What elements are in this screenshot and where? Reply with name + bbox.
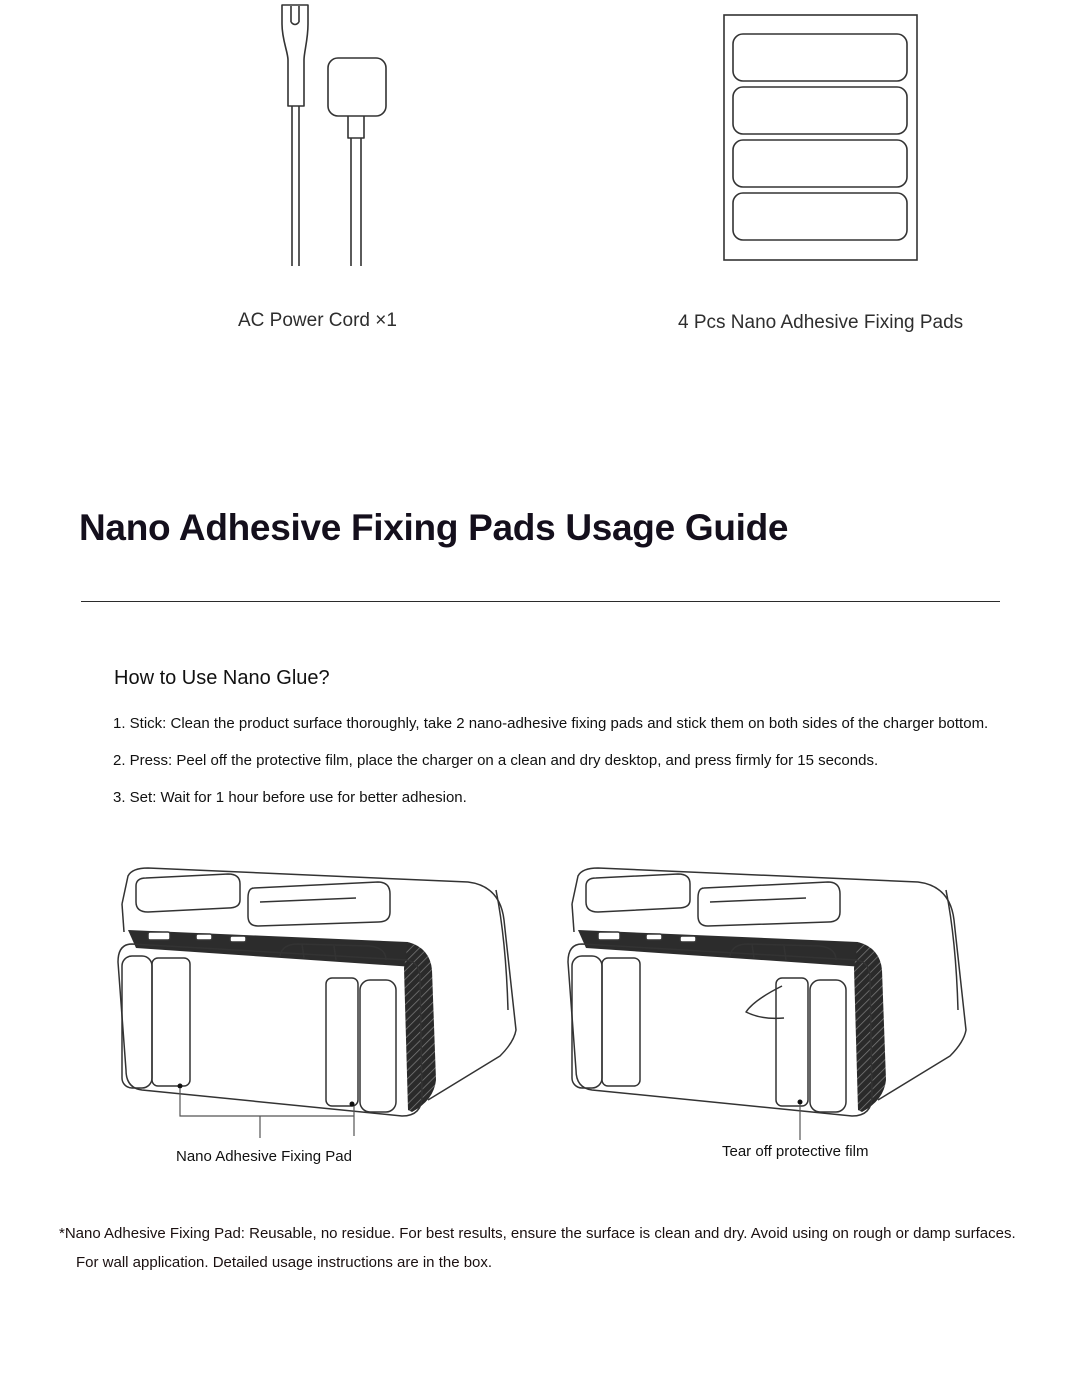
footnote-line-1: *Nano Adhesive Fixing Pad: Reusable, no residue. For best results, ensure the surface is clean and dry. Avoid using on rough or damp surfaces. [59, 1225, 1016, 1242]
step-item: 2. Press: Peel off the protective film, place the charger on a clean and dry desktop, and press firmly for 15 seconds. [113, 752, 879, 769]
tear-film-label: Tear off protective film [722, 1143, 869, 1160]
steps-list [113, 713, 988, 824]
guide-subtitle: How to Use Nano Glue? [114, 667, 330, 689]
footnote-line-2: For wall application. Detailed usage instructions are in the box. [76, 1254, 493, 1271]
adhesive-pads-caption: 4 Pcs Nano Adhesive Fixing Pads [678, 312, 964, 333]
power-cord-icon [270, 0, 400, 272]
adhesive-pads-sheet-icon [722, 13, 920, 263]
charger-with-pads-illustration [108, 860, 528, 1145]
step-item: 1. Stick: Clean the product surface thoroughly, take 2 nano-adhesive fixing pads and stick them on both sides of the charger bottom. [113, 715, 989, 732]
step-item: 3. Set: Wait for 1 hour before use for better adhesion. [113, 789, 467, 806]
pad-label: Nano Adhesive Fixing Pad [176, 1148, 352, 1165]
divider [81, 601, 1000, 602]
power-cord-caption: AC Power Cord ×1 [238, 310, 397, 331]
charger-peeling-film-illustration [558, 860, 978, 1145]
guide-title: Nano Adhesive Fixing Pads Usage Guide [79, 507, 789, 548]
